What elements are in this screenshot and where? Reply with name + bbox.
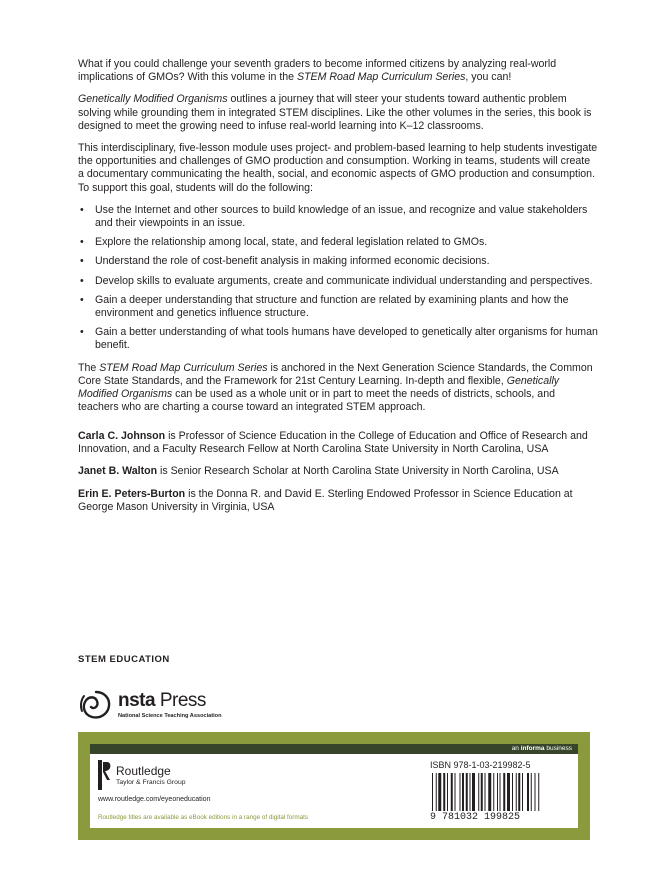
author-name: Janet B. Walton [78, 465, 158, 478]
barcode-bar [507, 773, 510, 811]
barcode-bar [512, 773, 513, 811]
intro-text: outlines a journey that will steer your students toward authentic problem solving while grounding them in integrated STEM disciplines. Like the other volumes in the series, this book is designed to meet the growing need to infuse real-world learning into K–12 classrooms. [78, 93, 592, 132]
closing-text: is anchored in the Next Generation Science Standards, the Common Core State Standards, and the Framework for 21st Century Learning. In-depth and flexible, [78, 361, 593, 387]
list-item: • Understand the role of cost-benefit analysis in making informed economic decisions. [78, 255, 598, 268]
author-bio [78, 465, 598, 478]
informa-bar [90, 744, 578, 754]
barcode-bar [535, 773, 536, 811]
publisher-url[interactable]: www.routledge.com/eyeoneducation [98, 796, 211, 803]
author-bio [78, 488, 598, 514]
barcode-bar [443, 773, 445, 811]
barcode-bar [447, 773, 448, 811]
barcode-bar [438, 773, 441, 811]
category-label: STEM EDUCATION [78, 654, 170, 665]
barcode-bar [522, 773, 523, 811]
barcode-bar [472, 773, 475, 811]
barcode-bar [451, 773, 453, 811]
list-item: • Gain a deeper understanding that structure and function are related by examining plants and how the environment and genetics influence structure. [78, 294, 598, 320]
barcode-bar [432, 773, 433, 811]
barcode-bar [503, 773, 505, 811]
nsta-wordmark [118, 690, 206, 712]
barcode-bar [481, 773, 483, 811]
nsta-subtitle: National Science Teaching Association [118, 713, 222, 719]
routledge-logo-icon [98, 760, 112, 790]
barcode-bar [527, 773, 529, 811]
nsta-brand: nsta [118, 690, 156, 711]
barcode-digits: 9 781032 199825 [430, 812, 521, 823]
isbn-label: ISBN 978-1-03-219982-5 [430, 760, 531, 770]
nsta-press: Press [155, 690, 206, 711]
author-bio-text: is Senior Research Scholar at North Carolina State University in North Carolina, USA [157, 465, 559, 478]
intro-paragraph-1 [78, 58, 598, 84]
intro-paragraph-3: This interdisciplinary, five-lesson module uses project- and problem-based learning to help students investigate the opportunities and challenges of GMO production and consumption. Working in teams, students will create a documentary communicating the health, social, and economic aspects of GMO production and consumption. To support this goal, students will do the following: [78, 142, 598, 194]
barcode-bar [538, 773, 539, 811]
list-item: • Explore the relationship among local, state, and federal legislation related to GMOs. [78, 236, 598, 249]
informa-prefix: an [511, 745, 521, 752]
intro-text: What if you could challenge your seventh graders to become informed citizens by analyzing real-world implications of GMOs? With this volume in the [78, 58, 557, 84]
barcode-bar [485, 773, 486, 811]
barcode-bar [518, 773, 520, 811]
intro-paragraph-2 [78, 93, 598, 133]
barcode-bar [462, 773, 464, 811]
informa-brand: informa [520, 745, 545, 752]
ebook-note: Routledge titles are available as eBook editions in a range of digital formats [98, 814, 309, 821]
series-title: STEM Road Map Curriculum Series [297, 71, 466, 84]
publisher-box [90, 744, 578, 828]
list-item: • Use the Internet and other sources to build knowledge of an issue, and recognize and value stakeholders and their viewpoints in an issue. [78, 204, 598, 230]
barcode-bar [531, 773, 532, 811]
barcode-bar [493, 773, 494, 811]
author-bio [78, 430, 598, 456]
back-cover-description [78, 58, 598, 423]
series-title: STEM Road Map Curriculum Series [99, 361, 268, 374]
barcode-bar [478, 773, 479, 811]
author-bio-text: is the Donna R. and David E. Sterling Endowed Professor in Science Education at George Mason University in Virginia, USA [78, 487, 573, 513]
list-item: • Gain a better understanding of what tools humans have developed to genetically alter organisms for human benefit. [78, 326, 598, 352]
author-bios [78, 430, 598, 523]
barcode-bar [466, 773, 468, 811]
nsta-press-logo [78, 688, 222, 724]
publisher-group: Taylor & Francis Group [116, 779, 186, 786]
barcode-bar [436, 773, 437, 811]
publisher-panel [78, 732, 590, 840]
goals-list [78, 204, 598, 353]
intro-text-end: , you can! [465, 71, 512, 84]
barcode-bar [516, 773, 517, 811]
book-title: Genetically Modified Organisms [78, 374, 560, 401]
barcode-bar [488, 773, 491, 811]
closing-text: The [78, 361, 100, 374]
barcode [430, 773, 574, 811]
list-item: • Develop skills to evaluate arguments, create and communicate individual understanding and perspectives. [78, 275, 598, 288]
barcode-bar [460, 773, 461, 811]
book-title: Genetically Modified Organisms [78, 93, 228, 106]
closing-text: can be used as a whole unit or in part to meet the needs of districts, schools, and teachers who are charting a course toward an integrated STEM approach. [78, 388, 555, 414]
nsta-swirl-icon [78, 688, 114, 722]
author-name: Erin E. Peters-Burton [78, 487, 186, 500]
publisher-name: Routledge [116, 764, 171, 778]
barcode-bar [497, 773, 498, 811]
barcode-bar [470, 773, 471, 811]
author-bio-text: is Professor of Science Education in the College of Education and Office of Research and Innovation, and a Faculty Research Fellow at North Carolina State University in North Carolina, USA [78, 430, 588, 456]
closing-paragraph [78, 362, 598, 415]
barcode-bar [500, 773, 501, 811]
informa-tagline [512, 744, 572, 754]
barcode-bar [455, 773, 456, 811]
author-name: Carla C. Johnson [78, 430, 166, 442]
informa-suffix: business [544, 745, 572, 752]
